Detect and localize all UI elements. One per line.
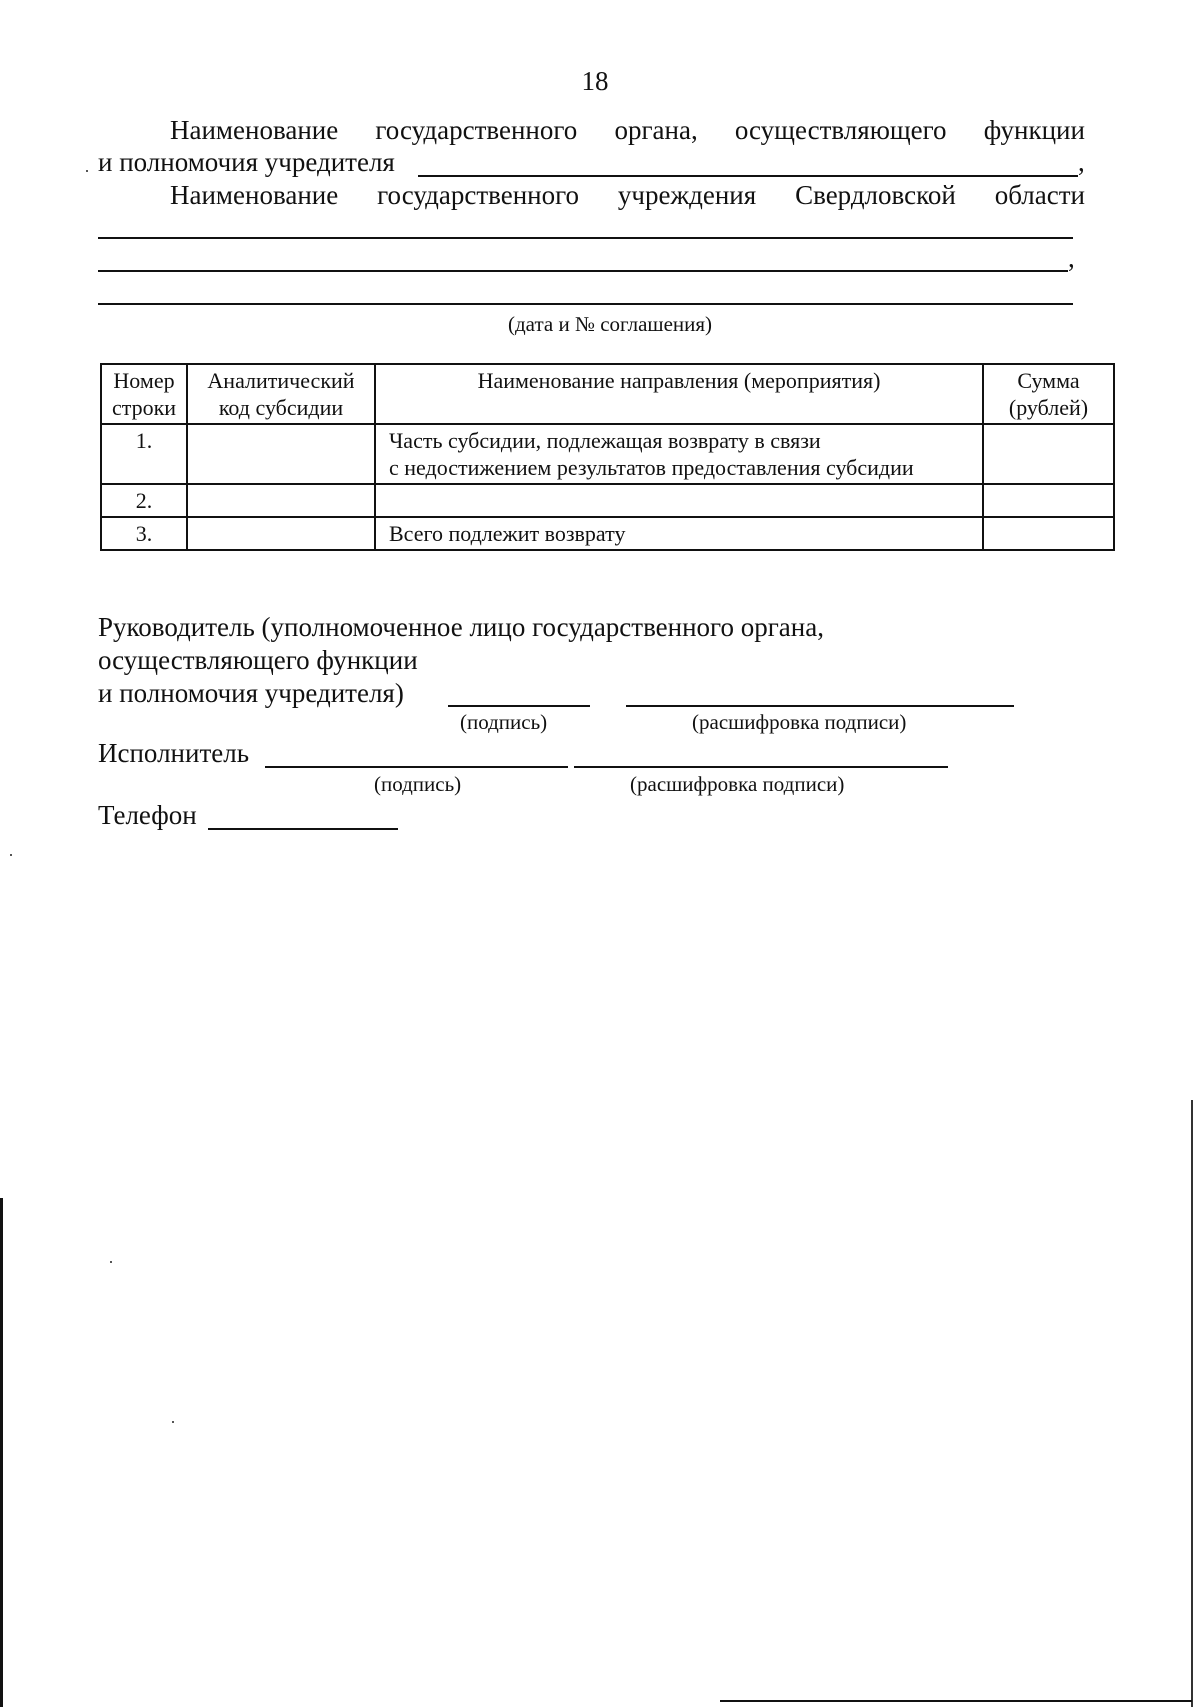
table-header-row [101,364,1114,424]
institution-fill-line [98,270,1068,272]
sum-cell [983,484,1114,517]
executor-signature-line [265,766,568,768]
direction-name-cell [375,484,983,517]
analytic-code-cell [187,484,375,517]
agreement-date-caption: (дата и № соглашения) [508,312,713,336]
scan-speck [10,854,12,856]
row-number-cell: 2. [101,484,187,517]
scan-edge-shadow [0,1198,3,1707]
header-cell-row-number [101,364,187,424]
refund-table [100,363,1115,551]
head-decode-line [626,705,1014,707]
header-word: осуществляющего [734,115,947,145]
institution-fill-line [98,237,1073,239]
header-word: учреждения [617,180,757,210]
direction-name-cell: Всего подлежит возврату [375,517,983,550]
head-signature-caption: (подпись) [460,710,548,734]
header-word: области [994,180,1085,210]
phone-label: Телефон [98,800,197,830]
scan-edge-shadow [1191,1100,1193,1707]
founder-powers-label: и полномочия учредителя [98,147,395,177]
analytic-code-cell [187,424,375,484]
agreement-fill-line [98,303,1073,305]
header-line: Сумма [1017,368,1080,393]
executor-signature-caption: (подпись) [374,772,462,796]
header-cell-direction-name [375,364,983,424]
sum-cell [983,517,1114,550]
head-label-line: и полномочия учредителя) [98,678,404,708]
analytic-code-cell [187,517,375,550]
table-row [101,517,1114,550]
direction-name-cell [375,424,983,484]
head-signature-line [448,705,590,707]
scan-speck [110,1261,112,1263]
header-word: Наименование [170,180,339,210]
scan-speck [86,170,88,172]
executor-decode-caption: (расшифровка подписи) [630,772,845,796]
sum-cell [983,424,1114,484]
scan-speck [172,1421,174,1423]
table-row [101,484,1114,517]
executor-decode-line [574,766,948,768]
comma: , [1078,147,1085,177]
header-line: Номер [113,368,175,393]
header-word: функции [983,115,1085,145]
institution-title-line [170,180,1085,211]
row-number-cell: 3. [101,517,187,550]
direction-name-line: Часть субсидии, подлежащая возврату в связи [389,428,821,453]
header-word: государственного [377,180,580,210]
header-word: Свердловской [795,180,956,210]
header-line: (рублей) [1008,395,1089,420]
table-row [101,424,1114,484]
head-label-line: Руководитель (уполномоченное лицо государственного органа, [98,612,824,642]
header-word: органа, [614,115,698,145]
founder-body-fill-line [418,175,1078,177]
head-label-line: осуществляющего функции [98,645,418,675]
header-cell-sum [983,364,1114,424]
header-word: государственного [375,115,578,145]
header-line: строки [111,395,177,420]
phone-fill-line [208,828,398,830]
header-word: Наименование [170,115,339,145]
founder-body-title-line [170,115,1085,146]
head-decode-caption: (расшифровка подписи) [692,710,907,734]
header-line: Наименование направления (мероприятия) [477,368,881,393]
row-number-cell: 1. [101,424,187,484]
executor-label: Исполнитель [98,738,250,768]
page-number: 18 [581,66,609,96]
header-line: Аналитический [207,368,355,393]
comma: , [1068,243,1075,273]
header-cell-analytic-code [187,364,375,424]
scan-edge-shadow [720,1700,1192,1702]
header-line: код субсидии [218,395,344,420]
direction-name-line: с недостижением результатов предоставления субсидии [389,455,914,480]
